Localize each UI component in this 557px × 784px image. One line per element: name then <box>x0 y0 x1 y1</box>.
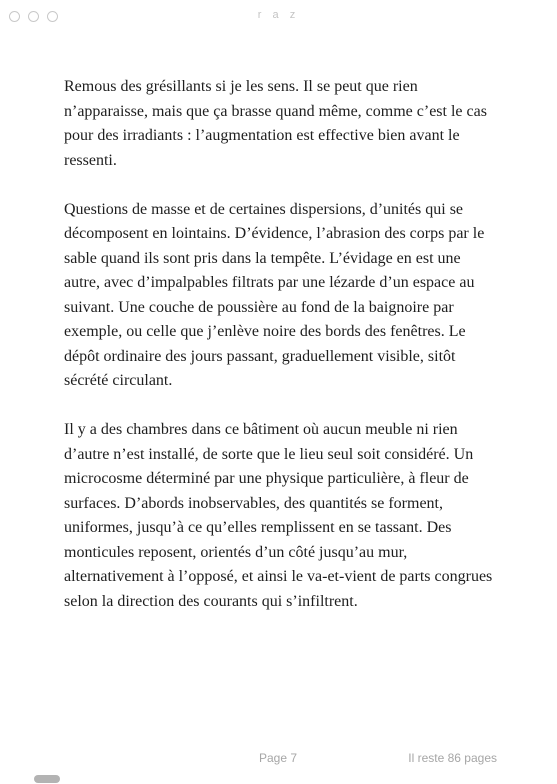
paragraph: Remous des grésillants si je les sens. Il se peut que rien n’apparaisse, mais que ça brasse quand même, comme c’est le cas pour des irradiants : l’augmentation est effective bien avant le ressenti. <box>64 78 487 169</box>
book-page-content <box>64 75 496 639</box>
pages-remaining: Il reste 86 pages <box>408 751 497 765</box>
page-number: Page 7 <box>259 751 298 765</box>
paragraph: Questions de masse et de certaines dispersions, d’unités qui se décomposent en lointains. D’évidence, l’abrasion des corps par le sable quand ils sont pris dans la tempête. L’évidage en est une autre, avec d’impalpables filtrats par une lézarde d’un espace au suivant. Une couche de poussière au fond de la baignoire par exemple, ou celle que j’enlève noire des bords des fenêtres. Le dépôt ordinaire des jours passant, graduellement visible, sitôt sécrété circulant. <box>64 200 485 389</box>
paragraph: Il y a des chambres dans ce bâtiment où aucun meuble ni rien d’autre n’est installé, de sorte que le lieu seul soit considéré. Un microcosme déterminé par une physique particulière, à fleur de surfaces. D’abords inobservables, des quantités se forment, uniformes, jusqu’à ce qu’elles remplissent en se tassant. Des monticules reposent, orientés d’un côté jusqu’au mur, alternativement à l’opposé, et ainsi le va-et-vient de parts congrues selon la direction des courants qui s’infiltrent. <box>64 421 493 610</box>
scroll-thumb[interactable] <box>34 775 60 783</box>
window-title: r a z <box>257 9 300 21</box>
window-titlebar <box>0 0 557 36</box>
